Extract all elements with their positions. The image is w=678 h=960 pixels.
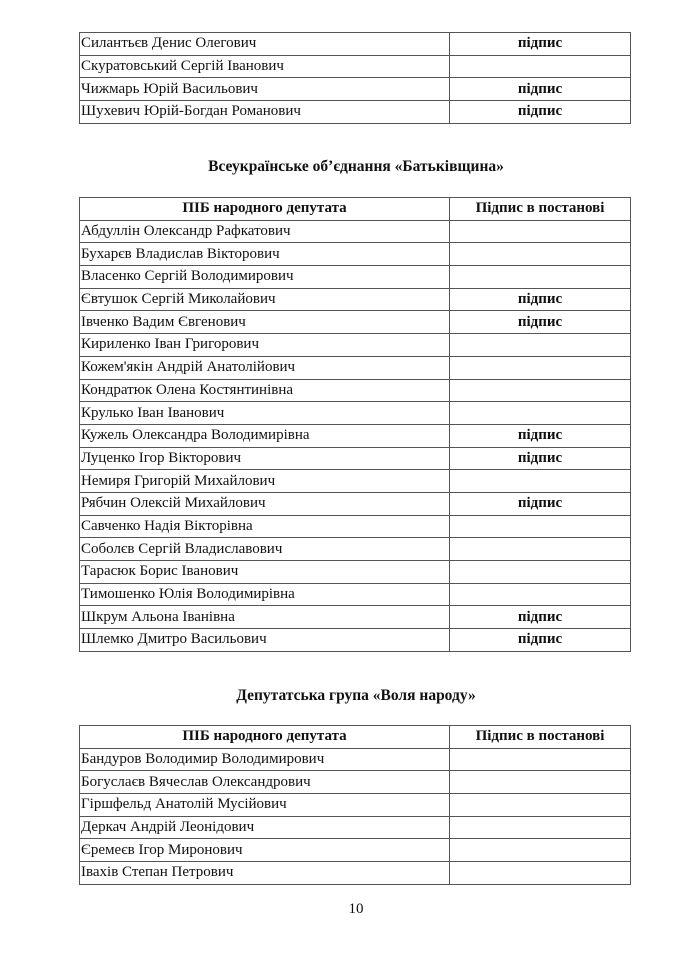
table-batkivshchyna	[79, 197, 631, 652]
table-row	[80, 379, 631, 402]
table-row	[80, 55, 631, 78]
table-row	[80, 816, 631, 839]
deputy-name: Рябчин Олексій Михайлович	[80, 492, 450, 515]
table-row	[80, 862, 631, 885]
signature-cell	[450, 816, 631, 839]
signature-cell	[450, 266, 631, 289]
section-title-batkivshchyna: Всеукраїнське об’єднання «Батьківщина»	[208, 158, 504, 175]
signature-cell	[450, 561, 631, 584]
deputy-name: Івченко Вадим Євгенович	[80, 311, 450, 334]
deputy-name: Тарасюк Борис Іванович	[80, 561, 450, 584]
signature-cell: підпис	[450, 101, 631, 124]
table-row	[80, 771, 631, 794]
signature-cell	[450, 470, 631, 493]
table-row	[80, 101, 631, 124]
deputy-name: Кондратюк Олена Костянтинівна	[80, 379, 450, 402]
signature-cell: підпис	[450, 629, 631, 652]
deputy-name: Абдуллін Олександр Рафкатович	[80, 220, 450, 243]
deputy-name: Кожем'якін Андрій Анатолійович	[80, 356, 450, 379]
table-row	[80, 334, 631, 357]
deputy-name: Кириленко Іван Григорович	[80, 334, 450, 357]
signature-cell	[450, 515, 631, 538]
deputy-name: Скуратовський Сергій Іванович	[80, 55, 450, 78]
table-row	[80, 288, 631, 311]
deputy-name: Кужель Олександра Володимирівна	[80, 424, 450, 447]
deputy-name: Чижмарь Юрій Васильович	[80, 78, 450, 101]
signature-cell	[450, 334, 631, 357]
deputy-name: Власенко Сергій Володимирович	[80, 266, 450, 289]
deputy-name: Богуслаєв Вячеслав Олександрович	[80, 771, 450, 794]
table-row	[80, 266, 631, 289]
signature-cell	[450, 55, 631, 78]
signature-cell: підпис	[450, 424, 631, 447]
deputy-name: Тимошенко Юлія Володимирівна	[80, 583, 450, 606]
signature-cell: підпис	[450, 311, 631, 334]
table-row	[80, 220, 631, 243]
column-header-name: ПІБ народного депутата	[80, 198, 450, 221]
table-row	[80, 78, 631, 101]
table-row	[80, 794, 631, 817]
table-row	[80, 629, 631, 652]
table-row	[80, 606, 631, 629]
deputy-name: Шкрум Альона Іванівна	[80, 606, 450, 629]
deputy-name: Соболєв Сергій Владиславович	[80, 538, 450, 561]
signature-cell	[450, 862, 631, 885]
deputy-name: Савченко Надія Вікторівна	[80, 515, 450, 538]
table-row	[80, 33, 631, 56]
deputy-name: Луценко Ігор Вікторович	[80, 447, 450, 470]
deputy-name: Бухарєв Владислав Вікторович	[80, 243, 450, 266]
signature-cell	[450, 379, 631, 402]
signature-cell	[450, 402, 631, 425]
table-row	[80, 561, 631, 584]
signature-cell	[450, 243, 631, 266]
deputy-name: Шухевич Юрій-Богдан Романович	[80, 101, 450, 124]
page-number: 10	[348, 901, 364, 917]
deputy-name: Крулько Іван Іванович	[80, 402, 450, 425]
table-row	[80, 243, 631, 266]
signature-cell: підпис	[450, 606, 631, 629]
signature-cell	[450, 839, 631, 862]
table-row	[80, 515, 631, 538]
signature-cell: підпис	[450, 447, 631, 470]
deputy-name: Івахів Степан Петрович	[80, 862, 450, 885]
table-row	[80, 470, 631, 493]
signature-cell: підпис	[450, 288, 631, 311]
deputy-name: Євтушок Сергій Миколайович	[80, 288, 450, 311]
table-row	[80, 839, 631, 862]
table-header-row	[80, 726, 631, 749]
deputy-name: Єремеєв Ігор Миронович	[80, 839, 450, 862]
table-row	[80, 311, 631, 334]
table-row	[80, 583, 631, 606]
signature-cell: підпис	[450, 78, 631, 101]
signature-cell	[450, 583, 631, 606]
signature-cell: підпис	[450, 492, 631, 515]
deputy-name: Гіршфельд Анатолій Мусійович	[80, 794, 450, 817]
deputy-name: Немиря Григорій Михайлович	[80, 470, 450, 493]
table-row	[80, 402, 631, 425]
table-volya-narodu	[79, 725, 631, 885]
deputy-name: Силантьєв Денис Олегович	[80, 33, 450, 56]
deputy-name: Бандуров Володимир Володимирович	[80, 748, 450, 771]
table-row	[80, 356, 631, 379]
deputy-name: Шлемко Дмитро Васильович	[80, 629, 450, 652]
deputy-name: Деркач Андрій Леонідович	[80, 816, 450, 839]
column-header-signature: Підпис в постанові	[450, 198, 631, 221]
signature-cell: підпис	[450, 33, 631, 56]
table-row	[80, 538, 631, 561]
signature-cell	[450, 356, 631, 379]
column-header-signature: Підпис в постанові	[450, 726, 631, 749]
section-title-volya-narodu: Депутатська група «Воля народу»	[236, 687, 476, 704]
table-continuation	[79, 32, 631, 124]
table-row	[80, 748, 631, 771]
signature-cell	[450, 538, 631, 561]
signature-cell	[450, 220, 631, 243]
signature-cell	[450, 748, 631, 771]
signature-cell	[450, 794, 631, 817]
table-header-row	[80, 198, 631, 221]
signature-cell	[450, 771, 631, 794]
table-row	[80, 424, 631, 447]
column-header-name: ПІБ народного депутата	[80, 726, 450, 749]
table-row	[80, 447, 631, 470]
table-row	[80, 492, 631, 515]
